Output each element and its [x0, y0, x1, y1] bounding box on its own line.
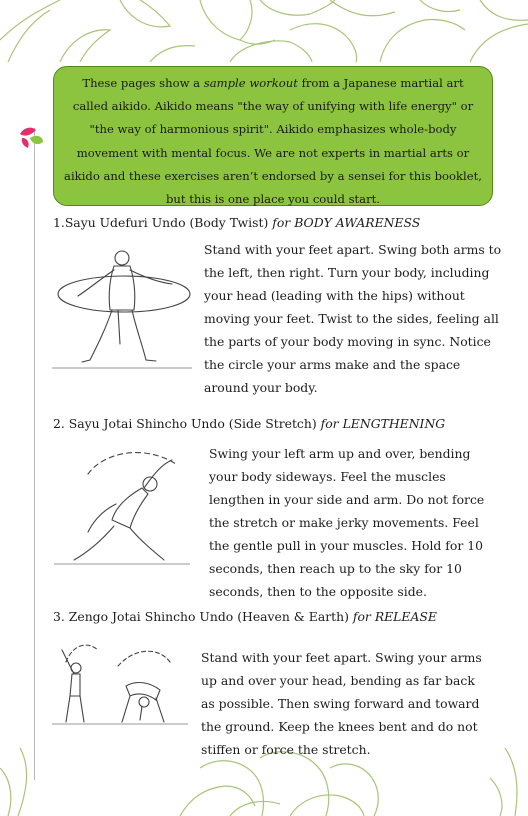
exercise-1-description: Stand with your feet apart. Swing both arms to the left, then right. Turn your body, including your head (leading with the hips) without moving your feet. Twist to the sides, feeling all the parts of your body moving in sync. Notice the circle your arms make and the space around your body. [204, 242, 502, 395]
exercise-2-target: LENGTHENING [342, 416, 446, 431]
exercise-3-description: Stand with your feet apart. Swing your arms up and over your head, bending as far back as possible. Then swing forward and toward the ground. Keep the knees bent and do not stiffen or force the stretch. [201, 650, 482, 757]
margin-rule [34, 128, 35, 780]
exercise-3-heading [53, 609, 437, 624]
exercise-1-target: BODY AWARENESS [294, 215, 421, 230]
exercise-2-description: Swing your left arm up and over, bending your body sideways. Feel the muscles lengthen in your side and arm. Do not force the stretch or make jerky movements. Feel the gentle pull in your muscles. Hold for 10 seconds, then reach up to the sky for 10 seconds, then to the opposite side. [209, 446, 485, 599]
exercise-1-title: 1.Sayu Udefuri Undo (Body Twist) [53, 215, 269, 230]
intro-callout [53, 66, 493, 206]
petal-icon [18, 126, 44, 150]
floral-border-top [0, 0, 528, 62]
exercise-1-for: for [272, 215, 291, 230]
exercise-2-for: for [320, 416, 339, 431]
exercise-3-for: for [352, 609, 371, 624]
intro-text-rest: from a Japanese martial art called aikido. Aikido means "the way of unifying with life energy" or "the way of harmonious spirit". Aikido emphasizes whole-body movement with mental focus. We are not experts in martial arts or aikido and these exercises aren’t endorsed by a sensei for this booklet, but this is one place you could start. [64, 76, 482, 207]
exercise-2-title: 2. Sayu Jotai Shincho Undo (Side Stretch) [53, 416, 317, 431]
exercise-2-heading [53, 416, 445, 431]
body-twist-illustration [52, 244, 192, 372]
exercise-3-title: 3. Zengo Jotai Shincho Undo (Heaven & Earth) [53, 609, 349, 624]
heaven-earth-illustration [52, 636, 188, 728]
intro-text-start: These pages show a [82, 76, 204, 90]
side-stretch-illustration [54, 444, 190, 568]
exercise-1-heading [53, 215, 420, 230]
exercise-3-target: RELEASE [374, 609, 437, 624]
intro-emphasis: sample workout [203, 76, 298, 90]
